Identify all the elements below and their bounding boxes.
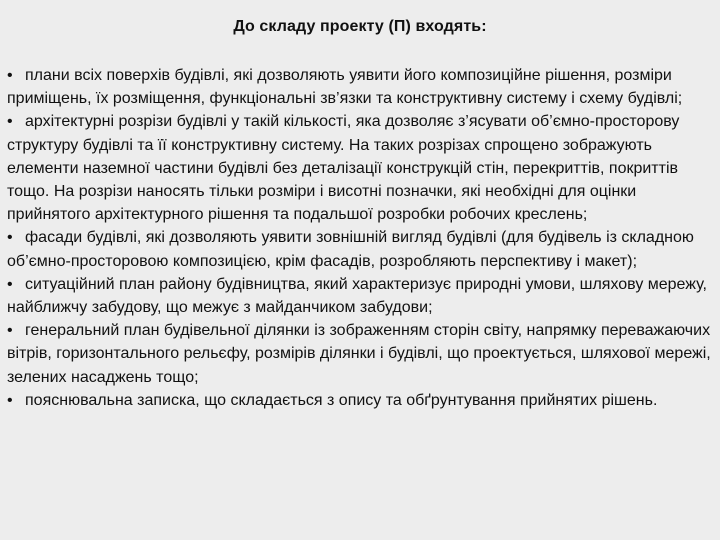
bullet-icon: • (7, 391, 13, 409)
slide-title: До складу проекту (П) входять: (233, 18, 487, 35)
list-item (7, 319, 713, 389)
list-item (7, 110, 713, 226)
list-item-text: ситуаційний план району будівництва, який характеризує природні умови, шляхову мережу, найближчу забудову, що межує з майданчиком забудови; (7, 275, 707, 317)
list-item (7, 226, 713, 272)
list-item (7, 389, 713, 412)
list-item-text: генеральний план будівельної ділянки із зображенням сторін світу, напрямку переважаючих вітрів, горизонтального рельєфу, розмірів ділянки і будівлі, що проектується, шляхової мережі, зелених насаджень тощо; (7, 322, 711, 386)
list-item (7, 64, 713, 110)
bullet-icon: • (7, 322, 13, 340)
bullet-icon: • (7, 275, 13, 293)
list-item-text: фасади будівлі, які дозволяють уявити зовнішній вигляд будівлі (для будівель із складною об’ємно-просторовою композицією, крім фасадів, розробляють перспективу і макет); (7, 229, 694, 270)
bullet-icon: • (7, 229, 13, 247)
list-item (7, 273, 713, 319)
bullet-icon: • (7, 113, 13, 131)
bullet-icon: • (7, 67, 13, 84)
bullet-list (7, 64, 713, 412)
list-item-text: архітектурні розрізи будівлі у такій кількості, яка дозволяє з’ясувати об’ємно-просторову структуру будівлі та її конструктивну систему. На таких розрізах спрощено зображують елементи наземної частини будівлі без деталізації конструкцій стін, перекриттів, покриттів тощо. На розрізи наносять тільки розміри і висотні позначки, які необхідні для оцінки прийнятого архітектурного рішення та подальшої розробки робочих креслень; (7, 113, 680, 224)
list-item-text: пояснювальна записка, що складається з опису та обґрунтування прийнятих рішень. (25, 391, 658, 409)
list-item-text: плани всіх поверхів будівлі, які дозволяють уявити його композиційне рішення, розміри приміщень, їх розміщення, функціональні зв’язки та конструктивну систему і схему будівлі; (7, 67, 683, 108)
